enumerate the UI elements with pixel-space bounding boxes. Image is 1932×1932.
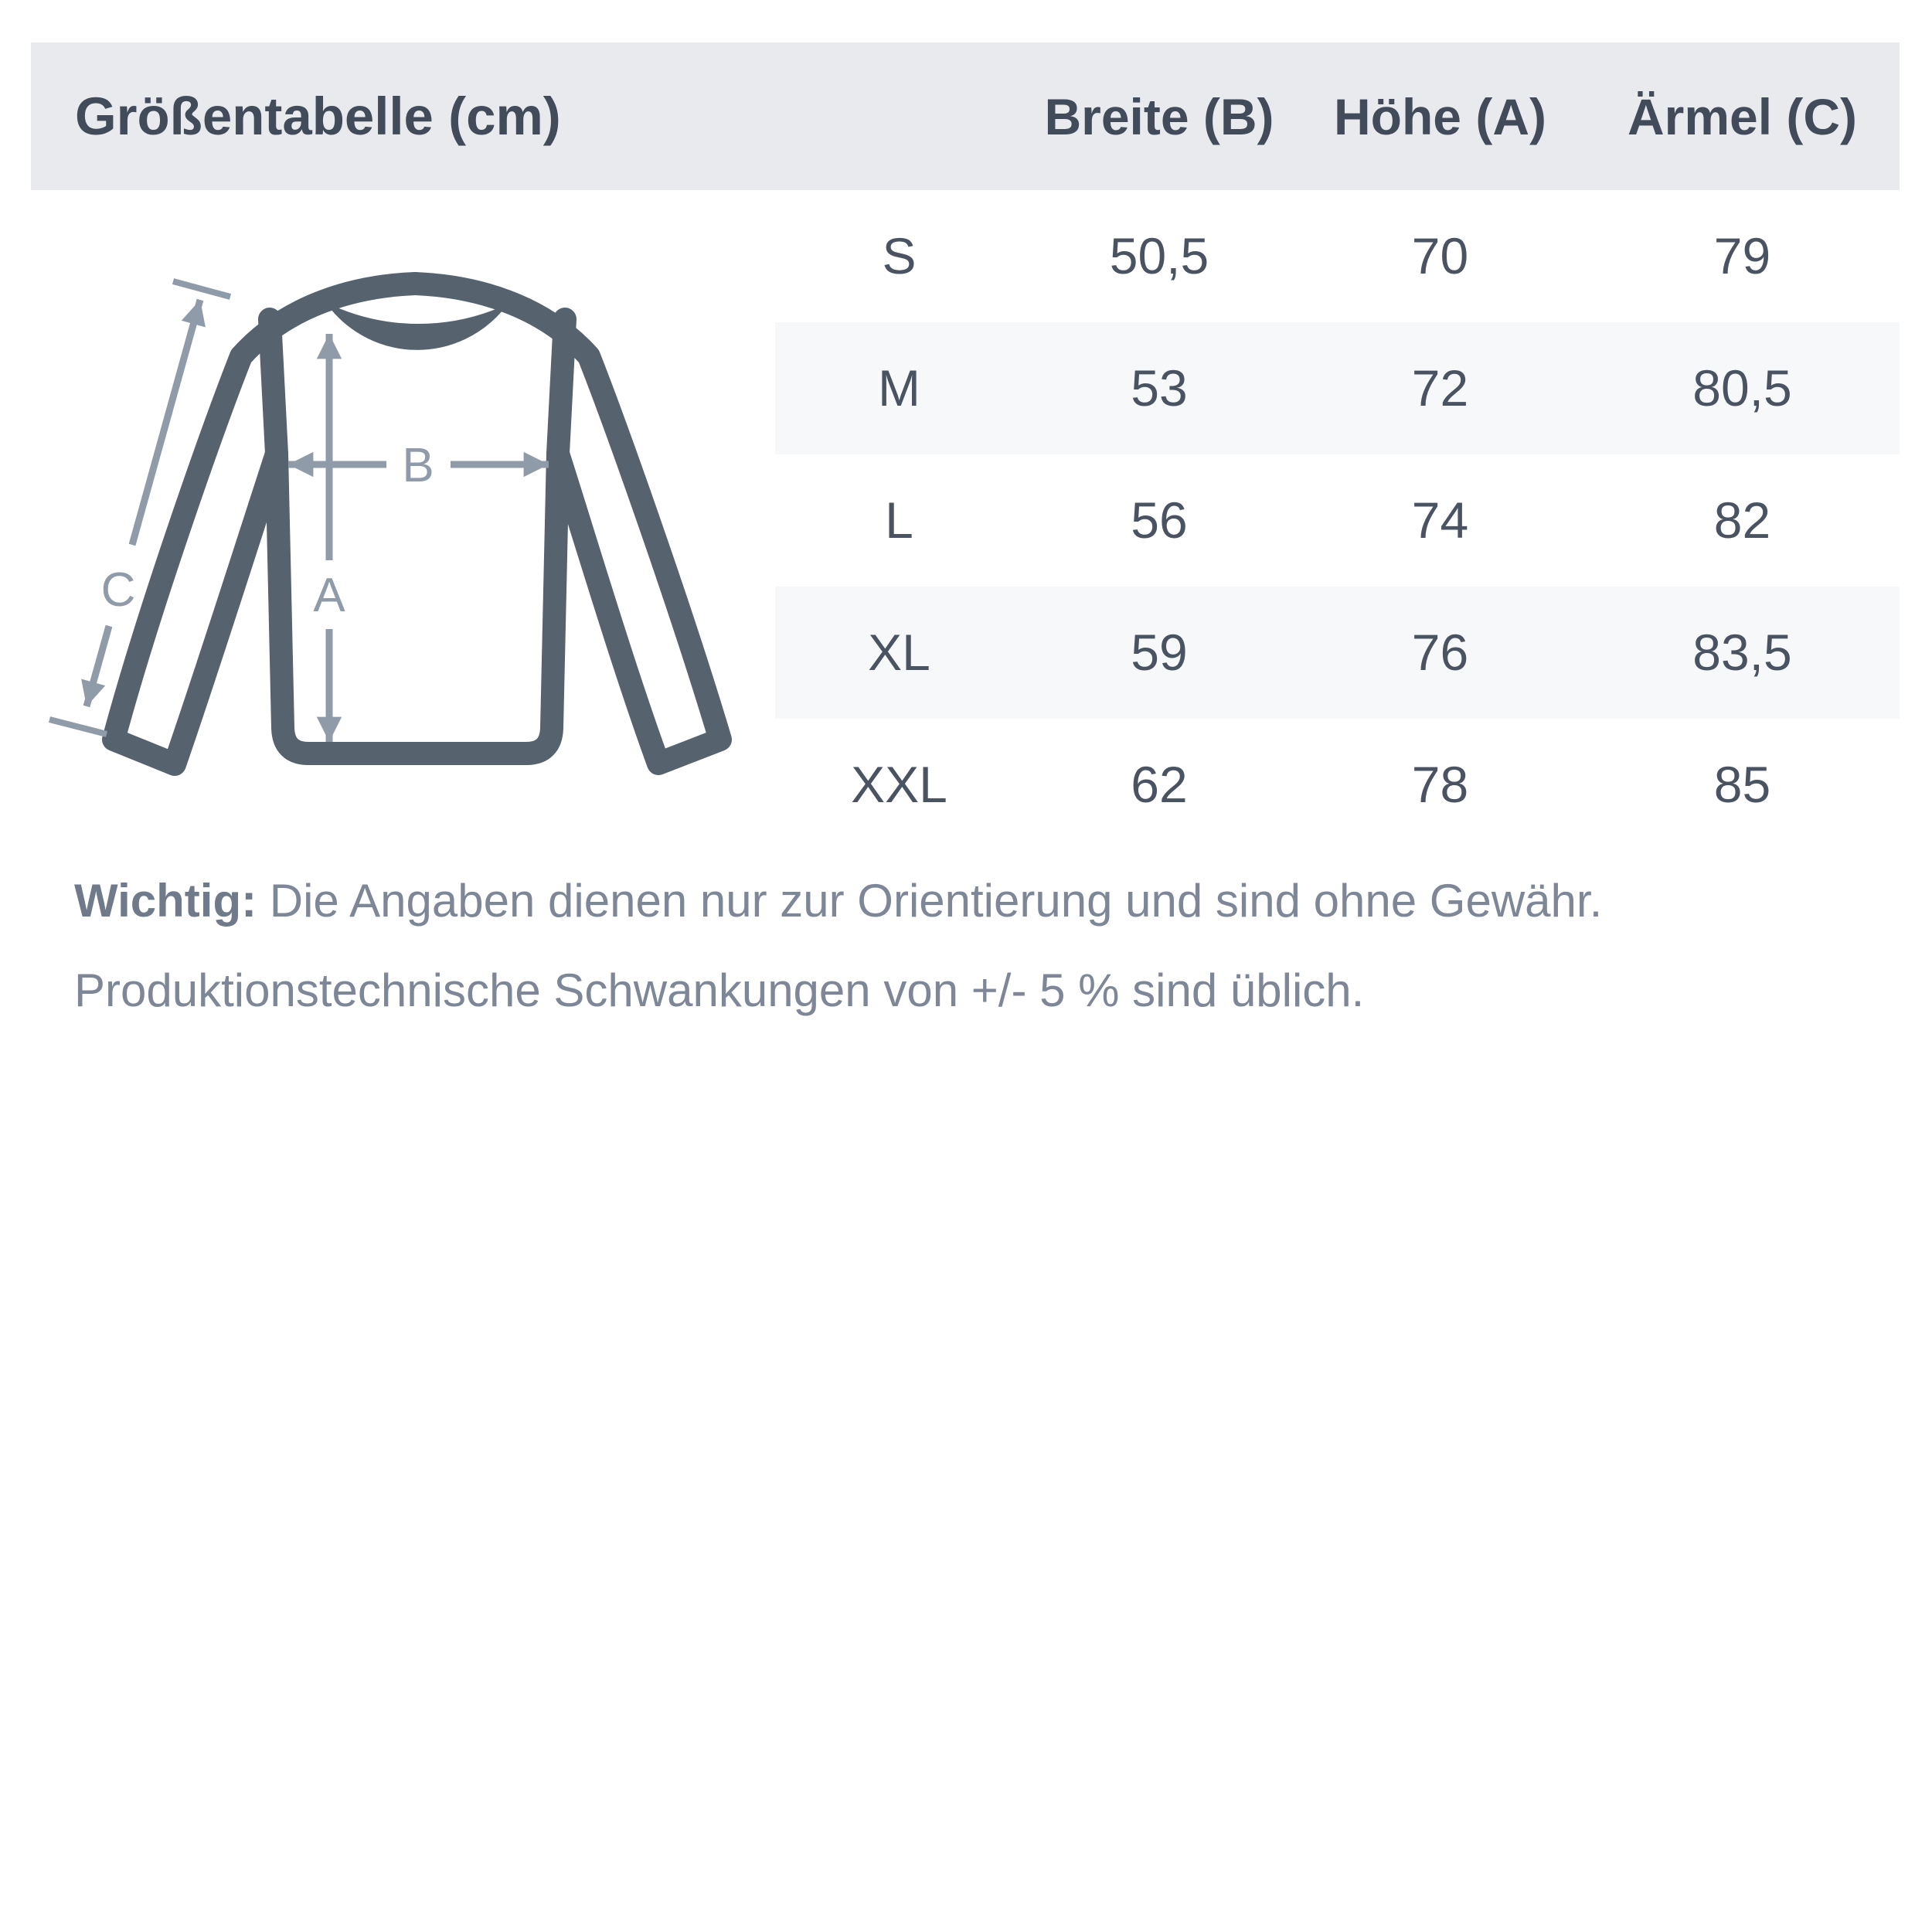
disclaimer-label: Wichtig:	[74, 875, 257, 927]
hoehe-value: 74	[1411, 492, 1469, 549]
aermel-value: 82	[1713, 492, 1771, 549]
arrow-c-down-icon	[87, 626, 109, 706]
breite-value: 56	[1131, 492, 1188, 549]
breite-value: 62	[1131, 756, 1188, 813]
aermel-value: 79	[1713, 227, 1771, 284]
disclaimer-line2: Produktionstechnische Schwankungen von +/- 5 % sind üblich.	[74, 964, 1365, 1016]
label-height-a: A	[313, 569, 345, 622]
column-header-breite: Breite (B)	[1044, 87, 1274, 145]
hoehe-value: 72	[1295, 322, 1585, 454]
size-table-header	[31, 43, 1900, 190]
size-label: M	[775, 322, 1023, 454]
disclaimer-line1: Die Angaben dienen nur zur Orientierung und sind ohne Gewähr.	[257, 875, 1603, 927]
breite-value: 53	[1023, 322, 1295, 454]
label-width-b: B	[402, 439, 434, 492]
disclaimer-note	[74, 856, 1883, 1036]
breite-value: 59	[1023, 587, 1295, 719]
breite-value: 50,5	[1109, 227, 1209, 284]
size-label: L	[885, 492, 913, 549]
column-header-hoehe: Höhe (A)	[1334, 87, 1546, 145]
shirt-measurement-diagram	[31, 170, 804, 866]
aermel-value: 85	[1713, 756, 1771, 813]
aermel-value: 83,5	[1585, 587, 1900, 719]
hoehe-value: 78	[1411, 756, 1469, 813]
size-label: S	[882, 227, 917, 284]
hoehe-value: 76	[1295, 587, 1585, 719]
shirt-outline-icon	[114, 284, 720, 764]
tick-top-icon	[173, 281, 230, 297]
page-title: Größentabelle (cm)	[75, 87, 561, 146]
hoehe-value: 70	[1411, 227, 1469, 284]
label-sleeve-c: C	[100, 563, 136, 617]
collar-icon	[333, 308, 500, 348]
column-header-aermel: Ärmel (C)	[1627, 87, 1858, 145]
tick-bottom-icon	[49, 719, 107, 734]
aermel-value: 80,5	[1585, 322, 1900, 454]
size-label: XL	[775, 587, 1023, 719]
size-label: XXL	[851, 756, 947, 813]
